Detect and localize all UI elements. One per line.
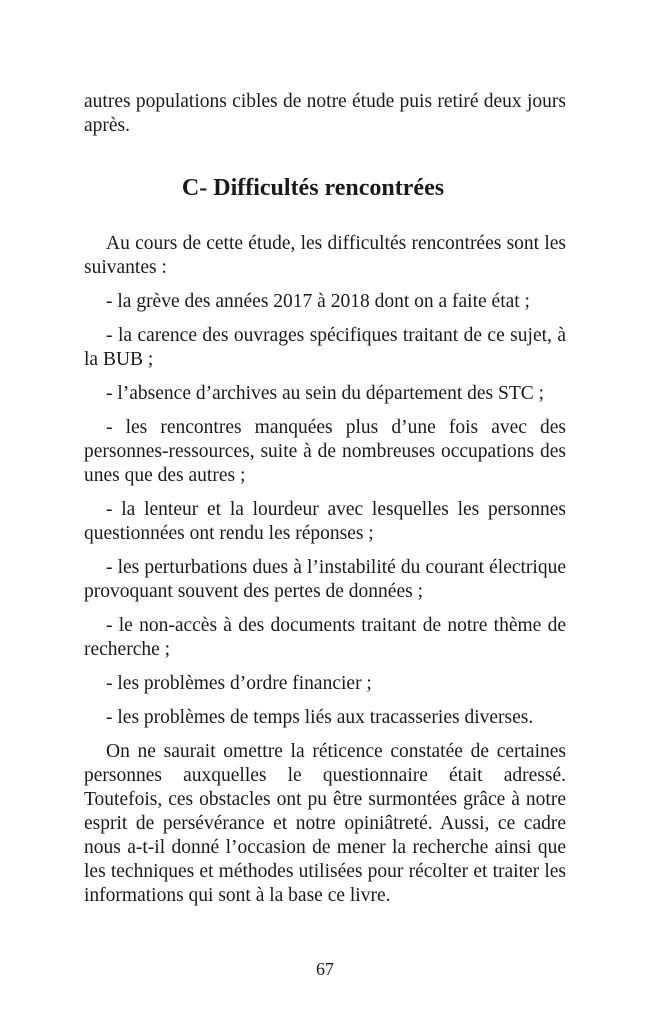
list-item: - les problèmes de temps liés aux tracasseries diverses. — [106, 707, 534, 728]
continuation-paragraph: autres populations cibles de notre étude puis retiré deux jours après. — [84, 91, 566, 136]
intro-paragraph: Au cours de cette étude, les difficultés rencontrées sont les suivantes : — [84, 233, 566, 278]
list-item: - les problèmes d’ordre financier ; — [106, 673, 372, 694]
list-item: - la carence des ouvrages spécifiques traitant de ce sujet, à la BUB ; — [84, 325, 566, 370]
list-item: - le non-accès à des documents traitant de notre thème de recherche ; — [84, 615, 566, 660]
list-item: - la grève des années 2017 à 2018 dont on a faite état ; — [106, 291, 530, 312]
section-heading: C- Difficultés rencontrées — [181, 175, 445, 201]
list-item: - la lenteur et la lourdeur avec lesquelles les personnes questionnées ont rendu les réponses ; — [84, 499, 566, 544]
page-number: 67 — [316, 959, 334, 979]
list-item: - les perturbations dues à l’instabilité du courant électrique provoquant souvent des pertes de données ; — [84, 557, 566, 602]
conclusion-paragraph: On ne saurait omettre la réticence constatée de certaines personnes auxquelles le questionnaire était adressé. Toutefois, ces obstacles ont pu être surmontées grâce à notre esprit de persévérance et notre opiniâtreté. Aussi, ce cadre nous a-t-il donné l’occasion de mener la recherche ainsi que les techniques et méthodes utilisées pour récolter et traiter les informations qui sont à la base ce livre. — [84, 741, 566, 906]
list-item: - l’absence d’archives au sein du département des STC ; — [106, 383, 545, 404]
list-item: - les rencontres manquées plus d’une fois avec des personnes-ressources, suite à de nombreuses occupations des unes que des autres ; — [84, 417, 566, 486]
page-body — [84, 90, 566, 908]
